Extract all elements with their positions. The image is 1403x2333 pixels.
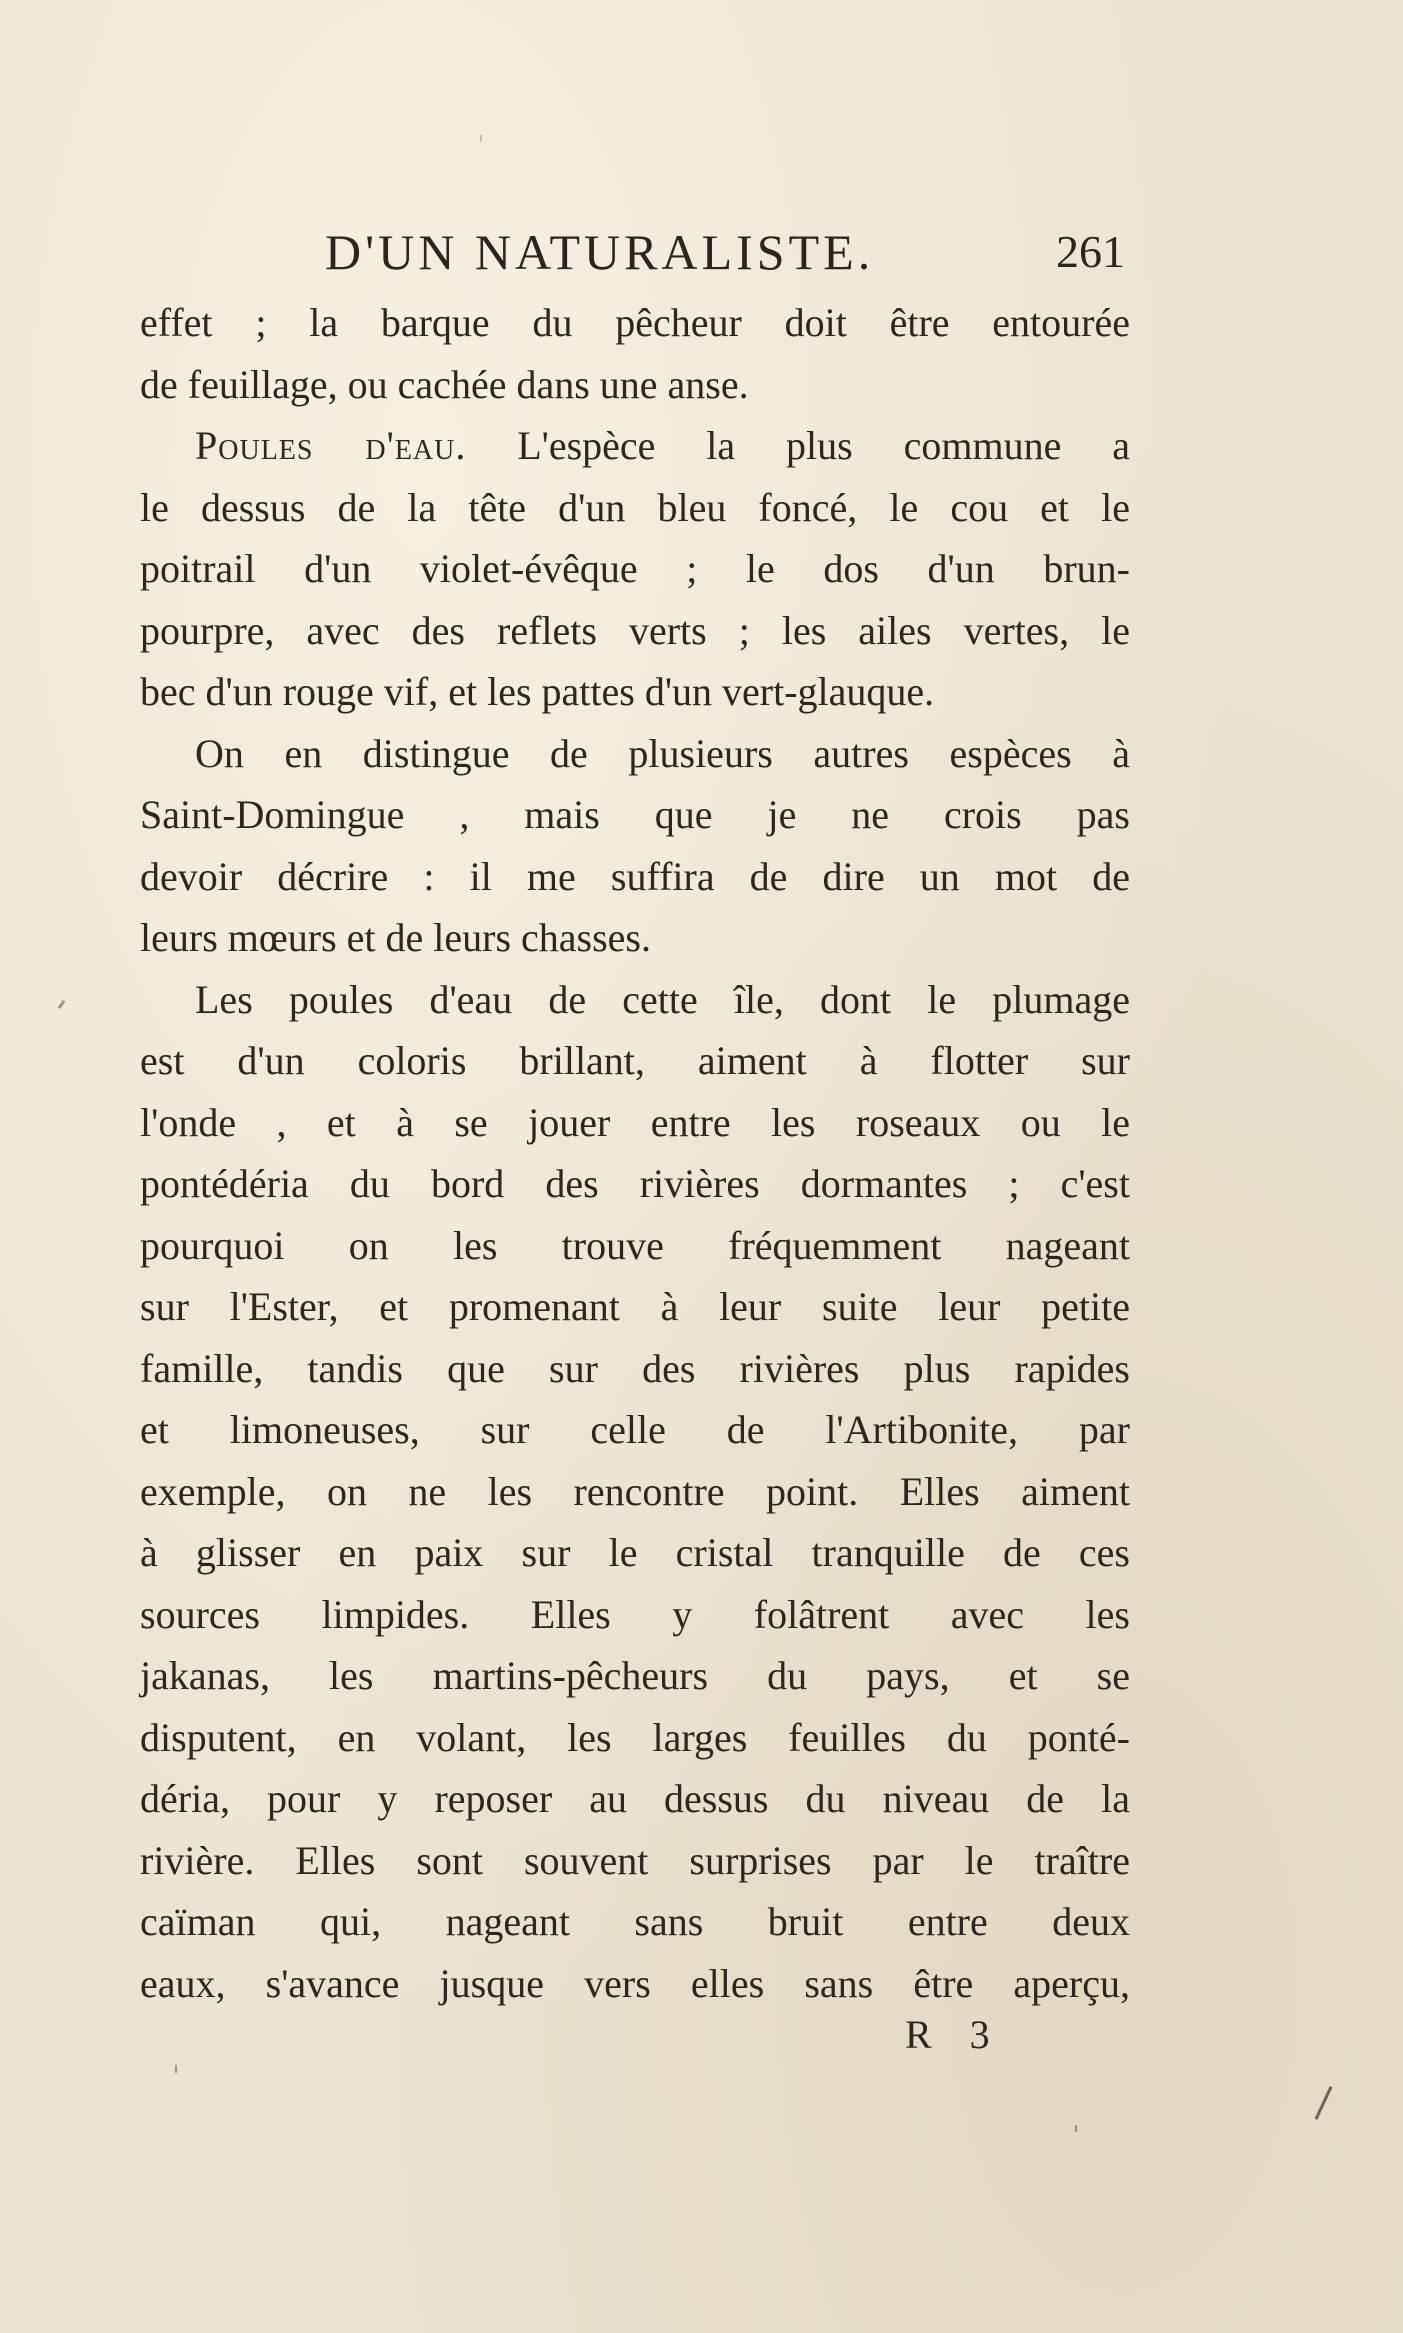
text-line: de feuillage, ou cachée dans une anse. [140,361,749,407]
text-line: devoir décrire : il me suffira de dire un mot de [140,853,1130,899]
text-line: sources limpides. Elles y folâtrent avec les [140,1591,1130,1637]
section-lead: Poules d'eau. [195,423,467,468]
text-line: déria, pour y reposer au dessus du niveau de la [140,1776,1130,1821]
paper-speck [58,1000,66,1009]
text-line [140,415,1130,477]
text-line: pourpre, avec des reflets verts ; les ailes vertes, le [140,607,1130,653]
text-line: rivière. Elles sont souvent surprises par le traître [140,1837,1130,1883]
text-line: Les poules d'eau de cette île, dont le plumage [195,976,1130,1022]
text-line: caïman qui, nageant sans bruit entre deux [140,1899,1130,1944]
text-line: sur l'Ester, et promenant à leur suite leur petite [140,1284,1130,1329]
page-number: 261 [1056,226,1125,277]
paper-speck [480,135,482,142]
text-line: leurs mœurs et de leurs chasses. [140,915,651,960]
paper-speck [175,2065,177,2073]
text-line: l'onde , et à se jouer entre les roseaux ou le [140,1099,1130,1145]
text-line: pourquoi on les trouve fréquemment nageant [140,1222,1130,1268]
text-line: exemple, on ne les rencontre point. Elles aiment [140,1468,1130,1514]
text-line: disputent, en volant, les larges feuilles du ponté- [140,1714,1130,1760]
text-line: pontédéria du bord des rivières dormantes ; c'est [140,1161,1130,1206]
text-line: jakanas, les martins-pêcheurs du pays, et se [140,1653,1130,1698]
text-line: bec d'un rouge vif, et les pattes d'un vert-glauque. [140,669,935,714]
text-line: poitrail d'un violet-évêque ; le dos d'un brun- [140,546,1130,591]
signature-mark: R 3 [905,2012,1004,2057]
text-line: On en distingue de plusieurs autres espèces à [195,730,1130,776]
text-line: effet ; la barque du pêcheur doit être entourée [140,300,1130,345]
text-fragment: L'espèce la plus commune a [466,423,1130,468]
text-line: à glisser en paix sur le cristal tranquille de ces [140,1530,1130,1575]
text-line: le dessus de la tête d'un bleu foncé, le cou et le [140,484,1130,530]
paper-speck [1075,2125,1077,2132]
running-head [150,222,1135,282]
text-line: eaux, s'avance jusque vers elles sans être aperçu, [140,1960,1130,2006]
text-line: est d'un coloris brillant, aiment à flotter sur [140,1038,1130,1083]
text-line: famille, tandis que sur des rivières plus rapides [140,1345,1130,1391]
running-title: D'UN NATURALISTE. [325,224,875,280]
text-line: Saint-Domingue , mais que je ne crois pas [140,792,1130,837]
body-text [140,292,1130,2014]
text-line: et limoneuses, sur celle de l'Artibonite, par [140,1407,1130,1452]
paper-speck [1315,2086,1333,2120]
